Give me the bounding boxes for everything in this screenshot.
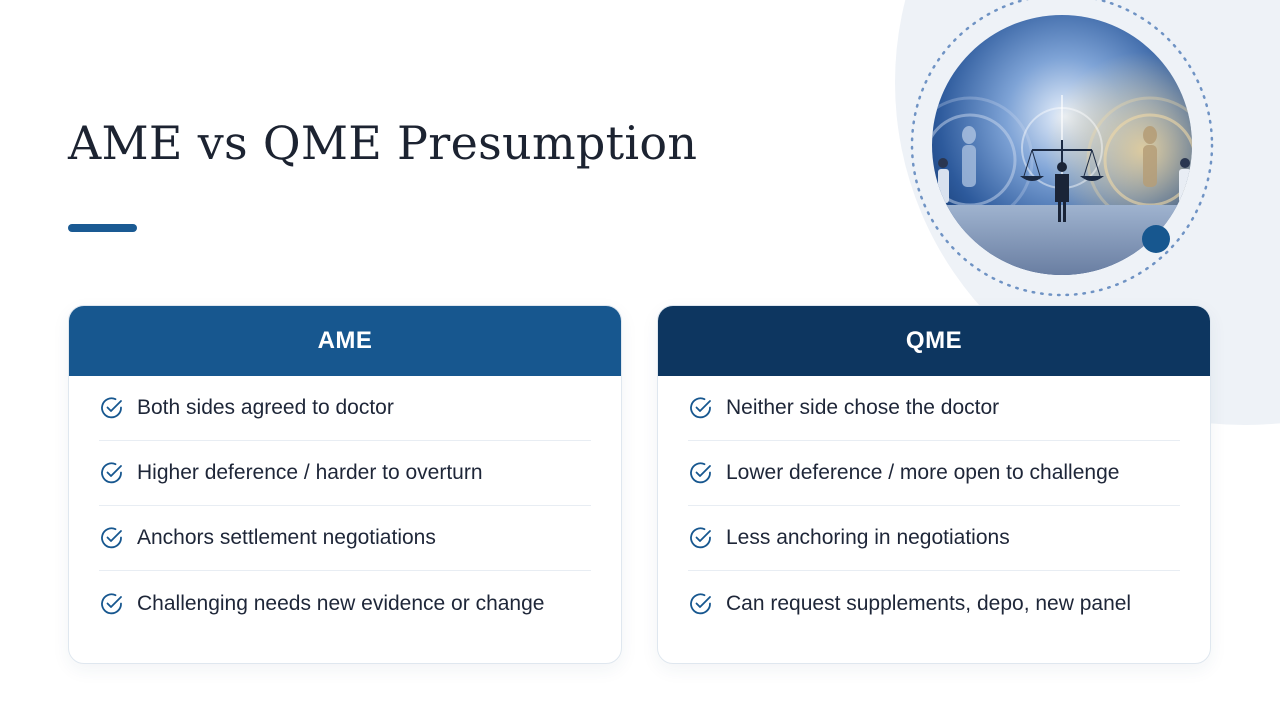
list-item-text: Higher deference / harder to overturn (137, 461, 483, 484)
check-circle-icon (688, 460, 714, 486)
check-circle-icon (688, 591, 714, 617)
list-item-text: Neither side chose the doctor (726, 396, 1000, 419)
list-item (688, 506, 1180, 571)
list-item-text: Lower deference / more open to challenge (726, 461, 1120, 484)
qme-card (657, 305, 1211, 664)
check-circle-icon (99, 525, 125, 551)
list-item (99, 441, 591, 506)
list-item (99, 571, 591, 636)
slide-title: AME vs QME Presumption (68, 116, 698, 170)
ame-card (68, 305, 622, 664)
ame-card-header: AME (69, 306, 621, 376)
check-circle-icon (99, 460, 125, 486)
ame-list (69, 376, 621, 636)
qme-list (658, 376, 1210, 636)
list-item (99, 376, 591, 441)
list-item (688, 441, 1180, 506)
check-circle-icon (99, 591, 125, 617)
check-circle-icon (99, 395, 125, 421)
list-item-text: Anchors settlement negotiations (137, 526, 436, 549)
title-underline (68, 224, 137, 232)
list-item-text: Can request supplements, depo, new panel (726, 591, 1132, 615)
qme-card-header: QME (658, 306, 1210, 376)
list-item-text: Challenging needs new evidence or change (137, 591, 545, 615)
list-item-text: Both sides agreed to doctor (137, 396, 394, 419)
list-item (688, 571, 1180, 636)
check-circle-icon (688, 525, 714, 551)
accent-dot (1142, 225, 1170, 253)
hero-illustration (905, 0, 1220, 300)
check-circle-icon (688, 395, 714, 421)
list-item-text: Less anchoring in negotiations (726, 526, 1010, 549)
list-item (688, 376, 1180, 441)
justice-scales-illustration (905, 0, 1220, 300)
list-item (99, 506, 591, 571)
